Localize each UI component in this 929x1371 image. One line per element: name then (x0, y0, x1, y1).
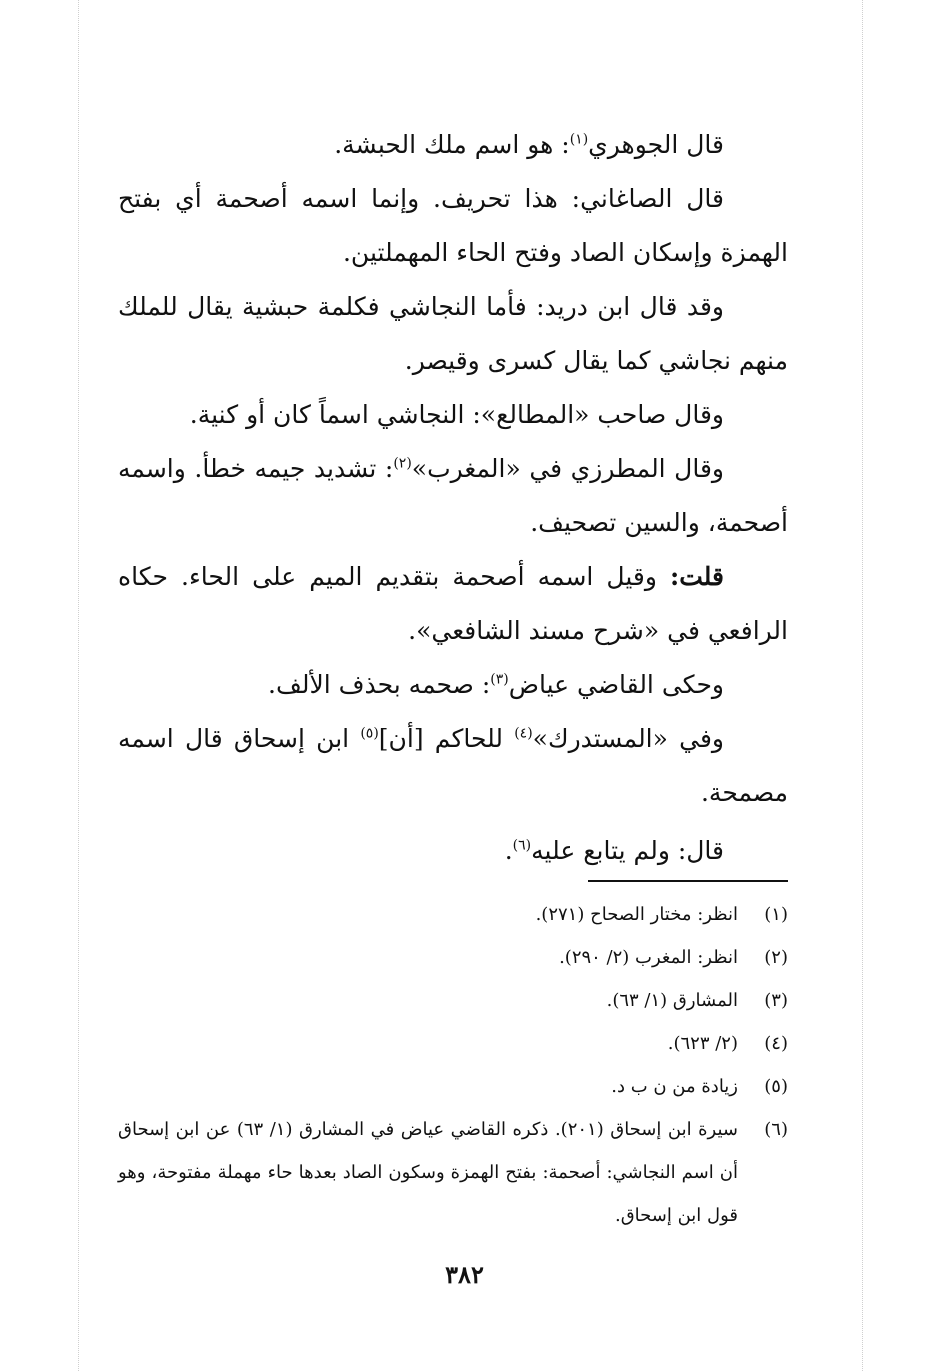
paragraph-qala (118, 824, 788, 878)
footnote-text: سيرة ابن إسحاق (٢٠١). ذكره القاضي عياض في المشارق (١/ ٦٣) عن ابن إسحاق أن اسم النجاشي: أصحمة: بفتح الهمزة وسكون الصاد بعدها حاء مهملة مفتوحة، وهو قول ابن إسحاق. (118, 1119, 738, 1226)
paragraph-jawhari (118, 118, 788, 172)
footnote-item (118, 1065, 788, 1108)
paragraph-text: للحاكم [أن] (378, 724, 515, 753)
footnote-text: انظر: المغرب (٢/ ٢٩٠). (559, 947, 738, 968)
footnote-item (118, 1022, 788, 1065)
footnote-text: (٢/ ٦٢٣). (667, 1033, 738, 1054)
page-number: ٣٨٢ (445, 1260, 484, 1289)
footnote-number: (٥) (764, 1076, 788, 1097)
main-text (118, 118, 788, 878)
paragraph-qadi-iyad (118, 658, 788, 712)
footnote-number: (٣) (764, 990, 788, 1011)
paragraph-text: وحكى القاضي عياض (508, 670, 724, 699)
paragraph-text: . (504, 836, 513, 865)
footnote-item (118, 979, 788, 1022)
footnote-number: (٤) (764, 1033, 788, 1054)
paragraph-mutarrizi (118, 442, 788, 550)
paragraph-text: ابن إسحاق قال اسمه مصمحة. (118, 724, 788, 807)
footnotes-list (118, 893, 788, 1237)
footnote-ref-6[interactable]: (٦) (512, 837, 532, 854)
footnote-text: انظر: مختار الصحاح (٢٧١). (535, 904, 738, 925)
paragraph-text: وقال المطرزي في «المغرب» (411, 454, 724, 483)
footnote-ref-4[interactable]: (٤) (514, 725, 533, 742)
footnote-text: زيادة من ن ب د. (611, 1076, 738, 1097)
paragraph-mustadrak (118, 712, 788, 820)
paragraph-qultu (118, 550, 788, 658)
paragraph-lead: قلت: (669, 562, 724, 591)
footnote-ref-3[interactable]: (٣) (490, 671, 509, 688)
footnote-text: المشارق (١/ ٦٣). (606, 990, 738, 1011)
paragraph-text: : صحمه بحذف الألف. (268, 670, 491, 699)
paragraph-text: : تشديد جيمه خطأ. واسمه أصحمة، والسين تصحيف. (118, 454, 788, 537)
footnote-number: (٦) (764, 1119, 788, 1140)
paragraph-ibn-durayd: وقد قال ابن دريد: فأما النجاشي فكلمة حبشية يقال للملك منهم نجاشي كما يقال كسرى وقيصر. (118, 292, 788, 375)
paragraph-text: قال الجوهري (588, 130, 724, 159)
footnote-ref-1[interactable]: (١) (569, 131, 589, 148)
footnote-separator (588, 880, 788, 882)
paragraph-text: قال: ولم يتابع عليه (531, 836, 724, 865)
footnote-item (118, 1108, 788, 1237)
paragraph-text: وقيل اسمه أصحمة بتقديم الميم على الحاء. حكاه الرافعي في «شرح مسند الشافعي». (118, 562, 788, 645)
scan-edge-right (862, 0, 863, 1371)
scan-edge-left (78, 0, 79, 1371)
paragraph-saghani: قال الصاغاني: هذا تحريف. وإنما اسمه أصحمة أي بفتح الهمزة وإسكان الصاد وفتح الحاء المهملتين. (118, 184, 788, 267)
footnote-number: (٢) (764, 947, 788, 968)
footnote-ref-2[interactable]: (٢) (393, 455, 412, 472)
paragraph-text: : هو اسم ملك الحبشة. (334, 130, 570, 159)
paragraph-mataali: وقال صاحب «المطالع»: النجاشي اسماً كان أو كنية. (189, 400, 724, 429)
footnote-ref-5[interactable]: (٥) (360, 725, 379, 742)
footnote-number: (١) (764, 904, 788, 925)
footnote-item (118, 936, 788, 979)
paragraph-text: وفي «المستدرك» (532, 724, 724, 753)
footnote-item (118, 893, 788, 936)
